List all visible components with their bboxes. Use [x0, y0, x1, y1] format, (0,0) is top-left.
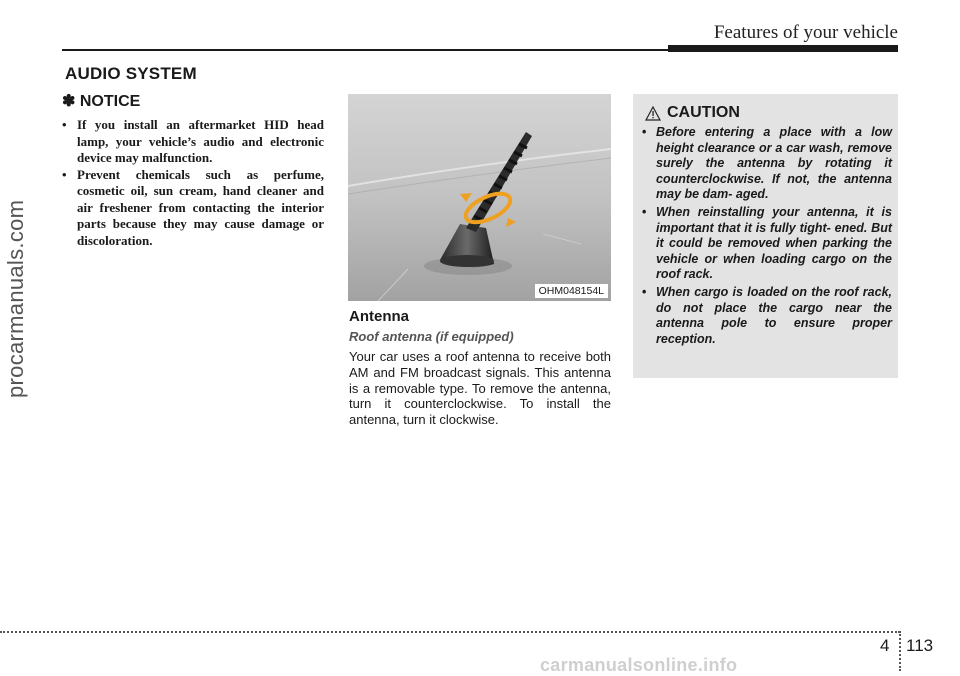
header-rule-accent — [668, 45, 898, 52]
bottom-watermark: carmanualsonline.info — [540, 655, 738, 675]
notice-heading: ✽ NOTICE — [62, 93, 141, 110]
antenna-drawing — [348, 94, 611, 301]
figure-code: OHM048154L — [535, 284, 608, 298]
caution-item: • When cargo is loaded on the roof rack, do not place the cargo near the antenna pole to ensure proper reception. — [642, 284, 892, 346]
caution-list — [642, 125, 892, 349]
page-number: 113 — [906, 636, 934, 655]
caution-heading: CAUTION — [667, 104, 740, 121]
notice-item: • If you install an aftermarket HID head lamp, your vehicle’s audio and electronic device may malfunction. — [62, 117, 324, 165]
caution-box — [633, 94, 898, 378]
footer-rule — [0, 631, 900, 633]
antenna-title: Antenna — [349, 308, 409, 325]
warning-triangle-icon — [645, 106, 661, 121]
side-watermark: procarmanuals.com — [3, 199, 28, 398]
notice-item: • Prevent chemicals such as perfume, cosmetic oil, sun cream, hand cleaner and air freshener from contacting the interior parts because they may cause damage or discoloration. — [62, 166, 324, 248]
antenna-body: Your car uses a roof antenna to receive both AM and FM broadcast signals. This antenna is a removable type. To remove the antenna, turn it counterclockwise. To install the antenna, turn it clockwise. — [349, 349, 611, 428]
roof-antenna-illustration — [348, 94, 611, 301]
caution-heading-row — [645, 104, 740, 122]
caution-item: • Before entering a place with a low height clearance or a car wash, remove surely the antenna by rotating it counterclockwise. If not, the antenna may be dam- aged. — [642, 125, 892, 202]
header-section-name: Features of your vehicle — [713, 22, 898, 43]
footer-divider — [899, 631, 901, 671]
section-title: AUDIO SYSTEM — [65, 64, 197, 83]
notice-block — [62, 91, 324, 249]
chapter-number: 4 — [880, 636, 890, 655]
antenna-subtitle: Roof antenna (if equipped) — [349, 329, 514, 344]
caution-item: • When reinstalling your antenna, it is important that it is fully tight- ened. But it could be removed when parking the vehicle or when loading cargo on the roof rack. — [642, 204, 892, 282]
notice-list — [62, 117, 324, 249]
